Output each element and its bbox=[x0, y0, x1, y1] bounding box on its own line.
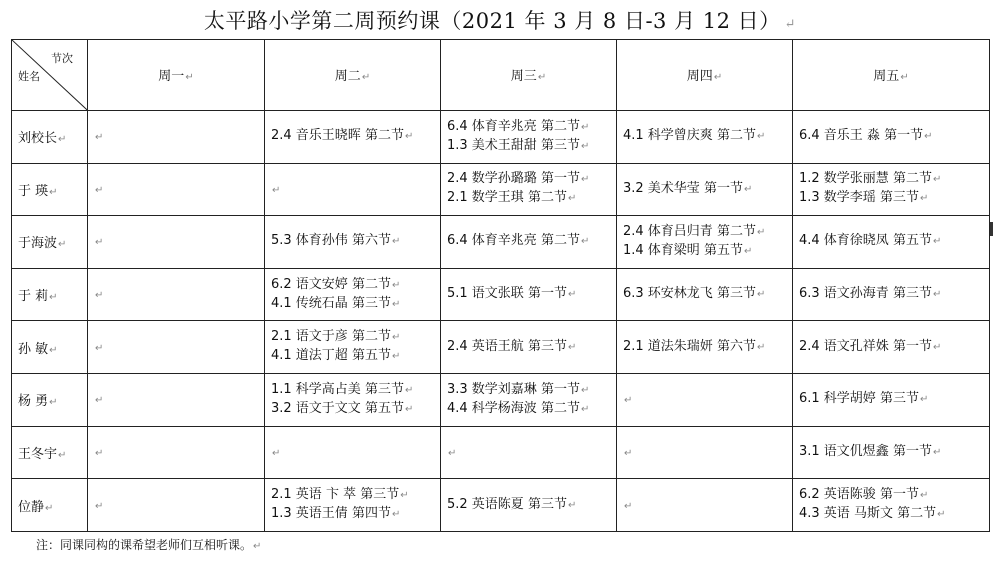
schedule-cell bbox=[265, 321, 441, 374]
teacher-name: 杨 勇↵ bbox=[12, 374, 88, 427]
corner-label-period: 节次 bbox=[51, 52, 73, 65]
teacher-name: 位静↵ bbox=[12, 479, 88, 532]
schedule-cell bbox=[793, 163, 990, 216]
class-entry: 2.1 英语 卞 萃 第三节↵ bbox=[271, 487, 409, 503]
day-header: 周四↵ bbox=[617, 40, 793, 111]
schedule-cell bbox=[617, 110, 793, 163]
class-entry: 2.4 英语王航 第三节↵ bbox=[447, 338, 577, 354]
table-row bbox=[12, 268, 990, 321]
schedule-cell bbox=[265, 479, 441, 532]
schedule-table bbox=[11, 39, 990, 532]
class-entry: 3.2 语文于文文 第五节↵ bbox=[271, 400, 414, 416]
schedule-cell bbox=[793, 268, 990, 321]
day-header: 周二↵ bbox=[265, 40, 441, 111]
schedule-cell bbox=[265, 268, 441, 321]
schedule-cell: ↵ bbox=[88, 321, 265, 374]
header-row bbox=[12, 40, 990, 111]
schedule-cell: ↵ bbox=[88, 110, 265, 163]
table-row bbox=[12, 479, 990, 532]
schedule-cell bbox=[793, 479, 990, 532]
class-entry: 5.2 英语陈夏 第三节↵ bbox=[447, 496, 577, 512]
class-entry: 6.4 音乐王 淼 第一节↵ bbox=[799, 128, 933, 144]
table-row bbox=[12, 110, 990, 163]
class-entry: 6.4 体育辛兆亮 第二节↵ bbox=[447, 233, 590, 249]
class-entry: 2.4 音乐王晓晖 第二节↵ bbox=[271, 128, 414, 144]
class-entry: 6.3 环安林龙飞 第三节↵ bbox=[623, 286, 766, 302]
corner-label-name: 姓名 bbox=[18, 70, 40, 83]
class-entry: 5.3 体育孙伟 第六节↵ bbox=[271, 233, 401, 249]
day-header: 周一↵ bbox=[88, 40, 265, 111]
schedule-cell bbox=[793, 110, 990, 163]
schedule-cell: ↵ bbox=[88, 374, 265, 427]
corner-header bbox=[12, 40, 88, 111]
class-entry: 2.4 数学孙璐璐 第一节↵ bbox=[447, 171, 590, 187]
class-entry: 2.4 体育吕归青 第二节↵ bbox=[623, 223, 766, 239]
schedule-cell bbox=[617, 321, 793, 374]
teacher-name: 孙 敏↵ bbox=[12, 321, 88, 374]
class-entry: 2.1 语文于彦 第二节↵ bbox=[271, 329, 401, 345]
class-entry: 1.2 数学张丽慧 第二节↵ bbox=[799, 171, 942, 187]
table-row bbox=[12, 321, 990, 374]
class-entry: 3.1 语文仉煜鑫 第一节↵ bbox=[799, 444, 942, 460]
class-entry: 1.3 英语王倩 第四节↵ bbox=[271, 506, 401, 522]
schedule-cell bbox=[617, 268, 793, 321]
class-entry: 4.1 科学曾庆爽 第二节↵ bbox=[623, 128, 766, 144]
class-entry: 4.1 传统石晶 第三节↵ bbox=[271, 295, 401, 311]
page-title: 太平路小学第二周预约课（2021 年 3 月 8 日-3 月 12 日） ↵ bbox=[203, 9, 797, 33]
class-entry: 1.1 科学高占美 第三节↵ bbox=[271, 381, 414, 397]
schedule-cell bbox=[265, 216, 441, 269]
schedule-cell bbox=[617, 163, 793, 216]
class-entry: 1.4 体育梁明 第五节↵ bbox=[623, 242, 753, 258]
class-entry: 4.3 英语 马斯文 第二节↵ bbox=[799, 506, 946, 522]
class-entry: 2.1 道法朱瑞妍 第六节↵ bbox=[623, 338, 766, 354]
class-entry: 3.2 美术华莹 第一节↵ bbox=[623, 180, 753, 196]
schedule-cell bbox=[617, 216, 793, 269]
schedule-cell bbox=[441, 374, 617, 427]
class-entry: 6.1 科学胡婷 第三节↵ bbox=[799, 391, 929, 407]
schedule-cell: ↵ bbox=[441, 426, 617, 479]
class-entry: 1.3 美术王甜甜 第三节↵ bbox=[447, 137, 590, 153]
schedule-cell bbox=[441, 163, 617, 216]
schedule-cell bbox=[441, 321, 617, 374]
footnote: 注：同课同构的课希望老师们互相听课。↵ bbox=[36, 538, 262, 552]
class-entry: 4.1 道法丁超 第五节↵ bbox=[271, 348, 401, 364]
schedule-cell bbox=[441, 268, 617, 321]
schedule-cell: ↵ bbox=[88, 163, 265, 216]
class-entry: 1.3 数学李瑶 第三节↵ bbox=[799, 190, 929, 206]
table-row bbox=[12, 163, 990, 216]
teacher-name: 于 莉↵ bbox=[12, 268, 88, 321]
schedule-cell bbox=[265, 110, 441, 163]
schedule-cell: ↵ bbox=[617, 479, 793, 532]
schedule-cell bbox=[793, 321, 990, 374]
class-entry: 5.1 语文张联 第一节↵ bbox=[447, 286, 577, 302]
schedule-cell: ↵ bbox=[265, 426, 441, 479]
teacher-name: 于海波↵ bbox=[12, 216, 88, 269]
schedule-cell bbox=[441, 216, 617, 269]
class-entry: 2.1 数学王琪 第二节↵ bbox=[447, 190, 577, 206]
class-entry: 4.4 体育徐晓凤 第五节↵ bbox=[799, 233, 942, 249]
class-entry: 3.3 数学刘嘉琳 第一节↵ bbox=[447, 381, 590, 397]
day-header: 周五↵ bbox=[793, 40, 990, 111]
schedule-cell bbox=[441, 110, 617, 163]
schedule-cell bbox=[793, 426, 990, 479]
table-row bbox=[12, 426, 990, 479]
class-entry: 2.4 语文孔祥姝 第一节↵ bbox=[799, 338, 942, 354]
schedule-cell: ↵ bbox=[88, 479, 265, 532]
table-row bbox=[12, 216, 990, 269]
schedule-cell: ↵ bbox=[265, 163, 441, 216]
teacher-name: 王冬宇↵ bbox=[12, 426, 88, 479]
class-entry: 6.2 语文安婷 第二节↵ bbox=[271, 276, 401, 292]
text-cursor-marker bbox=[990, 222, 993, 236]
schedule-cell: ↵ bbox=[88, 426, 265, 479]
teacher-name: 于 瑛↵ bbox=[12, 163, 88, 216]
schedule-cell: ↵ bbox=[617, 374, 793, 427]
schedule-cell bbox=[265, 374, 441, 427]
schedule-cell: ↵ bbox=[88, 216, 265, 269]
schedule-cell bbox=[441, 479, 617, 532]
class-entry: 6.2 英语陈骏 第一节↵ bbox=[799, 487, 929, 503]
schedule-cell bbox=[793, 374, 990, 427]
class-entry: 6.3 语文孙海青 第三节↵ bbox=[799, 286, 942, 302]
schedule-cell: ↵ bbox=[88, 268, 265, 321]
class-entry: 4.4 科学杨海波 第二节↵ bbox=[447, 400, 590, 416]
class-entry: 6.4 体育辛兆亮 第二节↵ bbox=[447, 118, 590, 134]
schedule-cell bbox=[793, 216, 990, 269]
schedule-cell: ↵ bbox=[617, 426, 793, 479]
teacher-name: 刘校长↵ bbox=[12, 110, 88, 163]
day-header: 周三↵ bbox=[441, 40, 617, 111]
table-row bbox=[12, 374, 990, 427]
